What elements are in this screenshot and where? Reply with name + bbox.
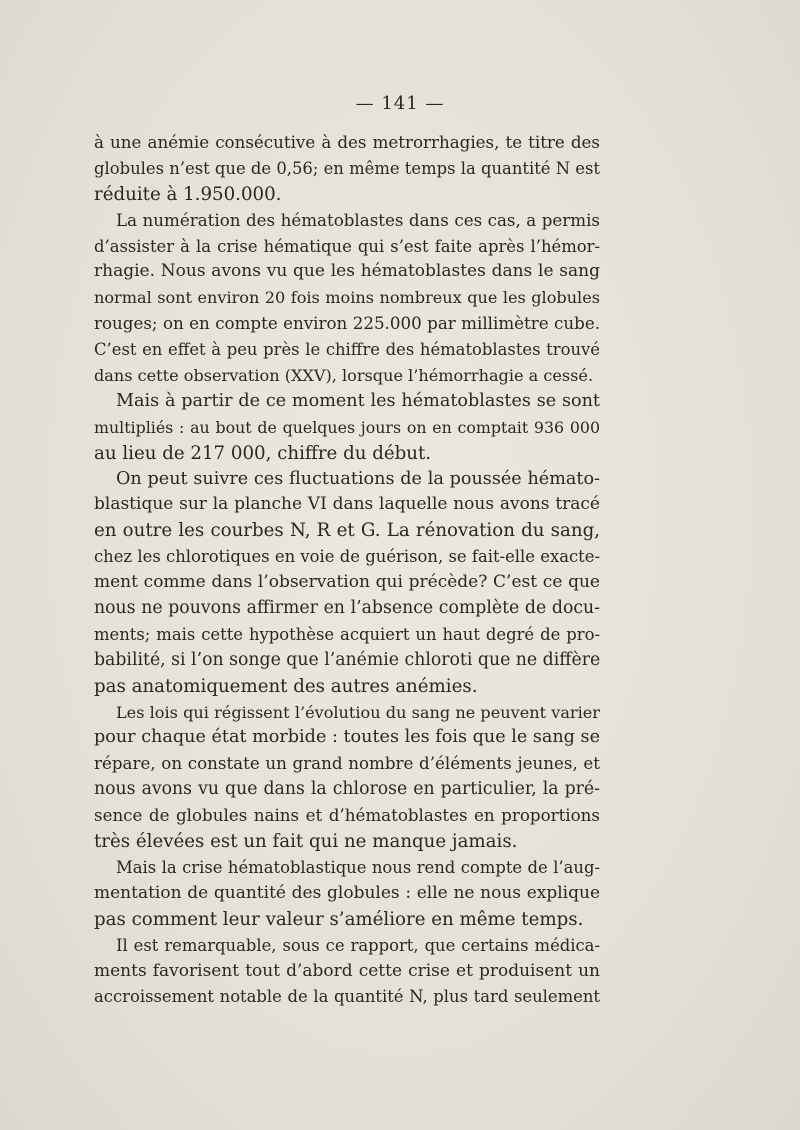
text-line: multipliés : au bout de quelques jours on en comptait 936 000	[94, 417, 600, 437]
page-number: — 141 —	[355, 93, 445, 114]
paragraph-2	[94, 208, 600, 389]
text-line: C’est en effet à peu près le chiffre des hématoblastes trouvé	[94, 340, 600, 360]
paragraph-5	[94, 700, 600, 855]
text-line: dans cette observation (XXV), lorsque l’hémorrhagie a cessé.	[94, 366, 594, 386]
text-line: ments favorisent tout d’abord cette crise et produisent un	[94, 960, 600, 981]
text-line: réduite à 1.950.000.	[94, 183, 282, 205]
text-line: mentation de quantité des globules : elle ne nous explique	[94, 882, 600, 903]
text-line: blastique sur la planche VI dans laquelle nous avons tracé	[94, 494, 600, 515]
text-line: normal sont environ 20 fois moins nombreux que les globules	[94, 288, 600, 308]
text-line: ment comme dans l’observation qui précède? C’est ce que	[94, 572, 600, 593]
text-line: Il est remarquable, sous ce rapport, que certains médica-	[116, 935, 600, 955]
text-line: nous avons vu que dans la chlorose en particulier, la pré-	[94, 779, 600, 800]
text-line: à une anémie consécutive à des metrorrhagies, te titre des	[94, 132, 600, 152]
paragraph-4	[94, 467, 600, 700]
paragraph-1	[94, 130, 600, 208]
text-line: accroissement notable de la quantité N, plus tard seulement	[94, 987, 600, 1007]
paragraph-7	[94, 933, 600, 1011]
text-line: Mais la crise hématoblastique nous rend compte de l’aug-	[116, 857, 600, 877]
text-line: globules n’est que de 0,56; en même temps la quantité N est	[94, 158, 600, 178]
body-text	[94, 130, 600, 1010]
text-line: rhagie. Nous avons vu que les hématoblastes dans le sang	[94, 261, 600, 282]
text-line: La numération des hématoblastes dans ces cas, a permis	[116, 209, 600, 230]
text-line: pas comment leur valeur s’améliore en même temps.	[94, 908, 584, 930]
text-line: pas anatomiquement des autres anémies.	[94, 675, 478, 697]
text-line: Mais à partir de ce moment les hématoblastes se sont	[116, 390, 600, 411]
text-line: répare, on constate un grand nombre d’éléments jeunes, et	[94, 753, 600, 774]
text-line: ments; mais cette hypothèse acquiert un haut degré de pro-	[94, 624, 600, 644]
text-line: très élevées est un fait qui ne manque jamais.	[94, 831, 518, 853]
text-line: d’assister à la crise hématique qui s’est faite après l’hémor-	[94, 236, 600, 256]
text-line: rouges; on en compte environ 225.000 par millimètre cube.	[94, 313, 600, 334]
text-line: en outre les courbes N, R et G. La rénovation du sang,	[94, 520, 600, 542]
text-line: sence de globules nains et d’hématoblastes en proportions	[94, 805, 600, 826]
text-line: chez les chlorotiques en voie de guérison, se fait-elle exacte-	[94, 547, 600, 567]
text-line: au lieu de 217 000, chiffre du début.	[94, 442, 432, 464]
text-line: babilité, si l’on songe que l’anémie chloroti que ne diffère	[94, 649, 601, 670]
text-line: Les lois qui régissent l’évolutiou du sang ne peuvent varier	[116, 702, 600, 722]
text-line: On peut suivre ces fluctuations de la poussée hémato-	[116, 468, 600, 489]
text-line: nous ne pouvons affirmer en l’absence complète de docu-	[94, 598, 600, 619]
paragraph-6	[94, 855, 600, 933]
text-line: pour chaque état morbide : toutes les fois que le sang se	[94, 727, 600, 748]
paragraph-3	[94, 389, 600, 467]
